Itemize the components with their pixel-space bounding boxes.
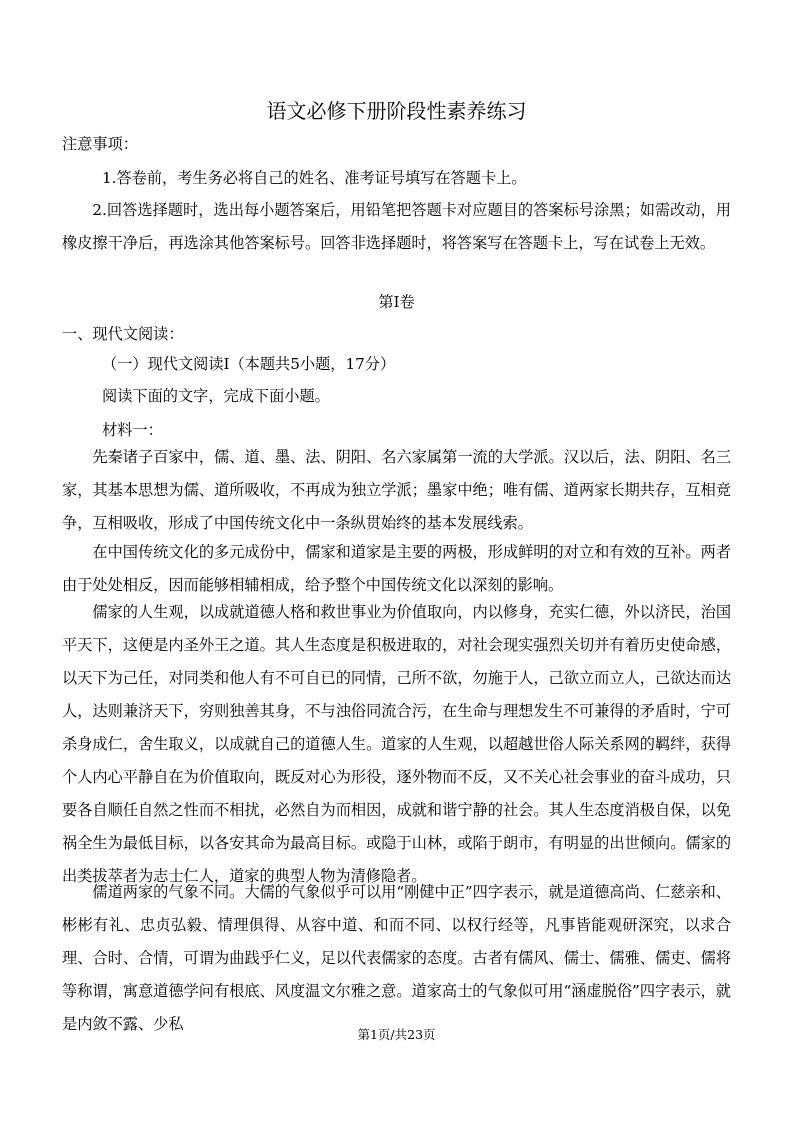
subsection-heading: （一）现代文阅读Ⅰ（本题共5小题，17分） [102, 355, 396, 373]
notes-item-2: 2.回答选择题时，选出每小题答案后，用铅笔把答题卡对应题目的答案标号涂黑；如需改动，用橡皮擦干净后，再选涂其他答案标号。回答非选择题时，将答案写在答题卡上，写在试卷上无效。 [62, 201, 731, 253]
page-title: 语文必修下册阶段性素养练习 [266, 99, 527, 123]
body-paragraph-1: 先秦诸子百家中，儒、道、墨、法、阴阳、名六家属第一流的大学派。汉以后，法、阴阳、名三家，其基本思想为儒、道所吸收，不再成为独立学派；墨家中绝；唯有儒、道两家长期共存，互相竞争，互相吸收，形成了中国传统文化中一条纵贯始终的基本发展线索。 [62, 448, 731, 532]
page-footer: 第1页/共23页 [357, 1027, 436, 1042]
volume-heading: 第Ⅰ卷 [378, 293, 415, 311]
material-label: 材料一： [102, 421, 163, 439]
reading-instruction: 阅读下面的文字，完成下面小题。 [102, 387, 330, 405]
body-paragraph-3: 儒家的人生观，以成就道德人格和救世事业为价值取向，内以修身，充实仁德，外以济民，治国平天下，这便是内圣外王之道。其人生态度是积极进取的，对社会现实强烈关切并有着历史使命感，以天下为己任，对同类和他人有不可自已的同情，己所不欲，勿施于人，己欲立而立人，己欲达而达人，达则兼济天下，穷则独善其身，不与浊俗同流合污，在生命与理想发生不可兼得的矛盾时，宁可杀身成仁，舍生取义，以成就自己的道德人生。道家的人生观，以超越世俗人际关系网的羁绊，获得个人内心平静自在为价值取向，既反对心为形役，逐外物而不反，又不关心社会事业的奋斗成功，只要各自顺任自然之性而不相扰，必然自为而相因，成就和谐宁静的社会。其人生态度消极自保，以免祸全生为最低目标，以各安其命为最高目标。或隐于山林，或陷于朗市，有明显的出世倾向。儒家的出类拔萃者为志士仁人，道家的典型人物为清修隐者。 [62, 603, 731, 885]
body-paragraph-4: 儒道两家的气象不同。大儒的气象似乎可以用“刚健中正”四字表示，就是道德高尚、仁慈亲和、彬彬有礼、忠贞弘毅、情理俱得、从容中道、和而不同、以权行经等，凡事皆能观研深究，以求合理、合时、合情，可谓为曲践乎仁义，足以代表儒家的态度。古者有儒风、儒士、儒雅、儒吏、儒将等称谓，寓意道德学问有根底、风度温文尔雅之意。道家高士的气象似可用“涵虚脱俗”四字表示，就是内敛不露、少私 [62, 883, 731, 1033]
section-heading: 一、现代文阅读： [62, 325, 184, 343]
notes-heading: 注意事项： [62, 135, 138, 153]
notes-item-1: 1.答卷前，考生务必将自己的姓名、准考证号填写在答题卡上。 [102, 169, 527, 187]
body-paragraph-2: 在中国传统文化的多元成份中，儒家和道家是主要的两极，形成鲜明的对立和有效的互补。两者由于处处相反，因而能够相辅相成，给予整个中国传统文化以深刻的影响。 [62, 543, 731, 594]
